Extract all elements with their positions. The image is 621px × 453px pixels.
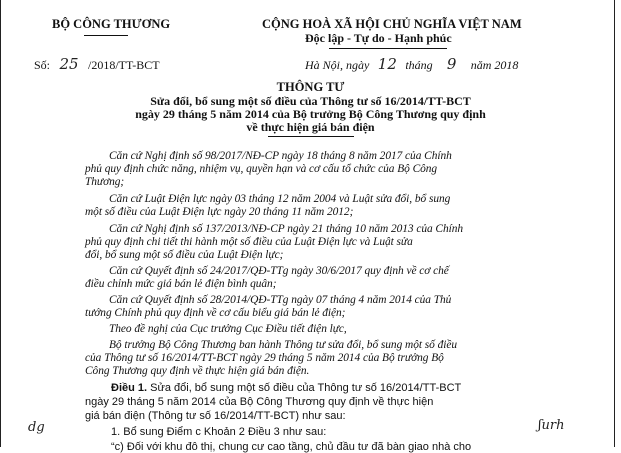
preamble-line: phủ quy định chi tiết thi hành một số điều của Luật Điện lực và Luật sửa <box>85 236 413 248</box>
article-1-item-1: 1. Bổ sung Điểm c Khoản 2 Điều 3 như sau: <box>111 426 327 438</box>
article-1-label: Điều 1. <box>111 382 148 394</box>
preamble-line: Căn cứ Nghị định số 137/2013/NĐ-CP ngày 21 tháng 10 năm 2013 của Chính <box>109 223 464 235</box>
article-1-text: Sửa đổi, bổ sung một số điều của Thông tư số 16/2014/TT-BCT <box>150 382 462 394</box>
title-line-3: về thực hiện giá bán điện <box>246 120 375 134</box>
preamble-line: đổi, bổ sung một số điều của Luật Điện lực; <box>85 249 284 261</box>
scan-right-edge <box>614 0 615 447</box>
article-1-line-1 <box>111 382 461 394</box>
initials-left: dg <box>28 420 45 435</box>
document-type: THÔNG TƯ <box>276 80 345 94</box>
title-underline <box>268 136 354 137</box>
article-1-quote-line: “c) Đối với khu đô thị, chung cư cao tầng, chủ đầu tư đã bàn giao nhà cho <box>111 441 472 453</box>
preamble-line: Thương; <box>85 176 125 188</box>
signature-right: ʃurh <box>538 418 565 433</box>
preamble-line: Công Thương quy định về thực hiện giá bán điện. <box>85 365 310 377</box>
preamble-line: Căn cứ Quyết định số 28/2014/QĐ-TTg ngày 07 tháng 4 năm 2014 của Thủ <box>109 294 452 306</box>
preamble-line: Căn cứ Quyết định số 24/2017/QĐ-TTg ngày 30/6/2017 quy định về cơ chế <box>109 265 449 277</box>
preamble-line: tướng Chính phủ quy định về cơ cấu biểu giá bán lẻ điện; <box>85 307 346 319</box>
preamble-line: điều chỉnh mức giá bán lẻ điện bình quân; <box>85 278 277 290</box>
document-number <box>34 55 160 73</box>
title-line-1: Sửa đổi, bổ sung một số điều của Thông tư số 16/2014/TT-BCT <box>150 94 471 108</box>
month-handwritten: 9 <box>446 55 457 73</box>
place-date <box>305 55 518 73</box>
title-line-2: ngày 29 tháng 5 năm 2014 của Bộ trưởng Bộ Công Thương quy định <box>135 107 486 121</box>
preamble-line: của Thông tư số 16/2014/TT-BCT ngày 29 tháng 5 năm 2014 của Bộ trưởng Bộ <box>85 352 444 364</box>
preamble-line: Căn cứ Luật Điện lực ngày 03 tháng 12 năm 2004 và Luật sửa đổi, bổ sung <box>109 193 451 205</box>
preamble-line: một số điều của Luật Điện lực ngày 20 tháng 11 năm 2012; <box>85 206 354 218</box>
article-1-line-2: ngày 29 tháng 5 năm 2014 của Bộ Công Thương quy định về thực hiện <box>85 396 434 408</box>
preamble-line: Bộ trưởng Bộ Công Thương ban hành Thông tư sửa đổi, bổ sung một số điều <box>109 339 457 351</box>
place-date-prefix: Hà Nội, ngày <box>305 58 370 72</box>
preamble-line: Theo đề nghị của Cục trưởng Cục Điều tiết điện lực, <box>109 323 347 335</box>
day-handwritten: 12 <box>377 55 397 73</box>
preamble-line: Căn cứ Nghị định số 98/2017/NĐ-CP ngày 18 tháng 8 năm 2017 của Chính <box>109 150 452 162</box>
ministry-underline <box>84 35 128 36</box>
year-text: năm 2018 <box>470 58 519 72</box>
number-suffix: /2018/TT-BCT <box>88 58 160 72</box>
scan-left-edge <box>0 0 1 447</box>
motto: Độc lập - Tự do - Hạnh phúc <box>305 31 452 45</box>
motto-underline <box>329 48 447 49</box>
number-prefix: Số: <box>34 58 51 72</box>
article-1-line-3: giá bán điện (Thông tư số 16/2014/TT-BCT) như sau: <box>85 410 346 422</box>
ministry-name: BỘ CÔNG THƯƠNG <box>52 17 171 31</box>
preamble-line: phủ quy định chức năng, nhiệm vụ, quyền hạn và cơ cấu tổ chức của Bộ Công <box>85 163 438 175</box>
country-name: CỘNG HOÀ XÃ HỘI CHỦ NGHĨA VIỆT NAM <box>262 17 522 31</box>
number-handwritten: 25 <box>59 55 79 73</box>
month-label: tháng <box>405 58 433 72</box>
